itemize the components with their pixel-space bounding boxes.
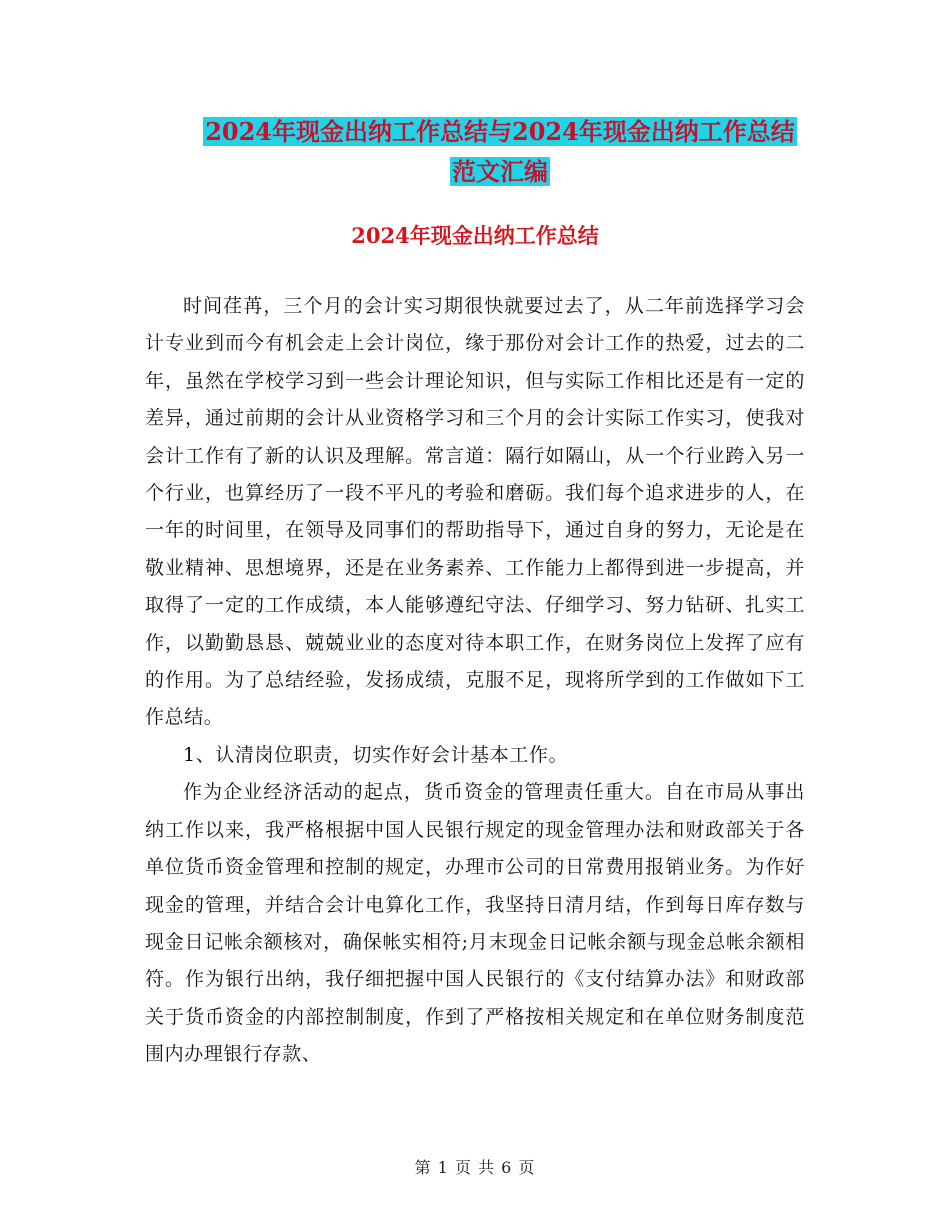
- section-heading: 2024年现金出纳工作总结: [351, 223, 599, 248]
- document-title: [110, 112, 890, 192]
- paragraph-intro: 时间荏苒，三个月的会计实习期很快就要过去了，从二年前选择学习会计专业到而今有机会走上会计岗位，缘于那份对会计工作的热爱，过去的二年，虽然在学校学习到一些会计理论知识，但与实际工作相比还是有一定的差异，通过前期的会计从业资格学习和三个月的会计实际工作实习，使我对会计工作有了新的认识及理解。常言道：隔行如隔山，从一个行业跨入另一个行业，也算经历了一段不平凡的考验和磨砺。我们每个追求进步的人，在一年的时间里，在领导及同事们的帮助指导下，通过自身的努力，无论是在敬业精神、思想境界，还是在业务素养、工作能力上都得到进一步提高，并取得了一定的工作成绩，本人能够遵纪守法、仔细学习、努力钻研、扎实工作，以勤勤恳恳、兢兢业业的态度对待本职工作，在财务岗位上发挥了应有的作用。为了总结经验，发扬成绩，克服不足，现将所学到的工作做如下工作总结。: [145, 295, 805, 729]
- paragraph-cash-management: 作为企业经济活动的起点，货币资金的管理责任重大。自在市局从事出纳工作以来，我严格根据中国人民银行规定的现金管理办法和财政部关于各单位货币资金管理和控制的规定，办理市公司的日常费用报销业务。为作好现金的管理，并结合会计电算化工作，我坚持日清月结，作到每日库存数与现金日记帐余额核对，确保帐实相符;月末现金日记帐余额与现金总帐余额相符。作为银行出纳，我仔细把握中国人民银行的《支付结算办法》和财政部关于货币资金的内部控制制度，作到了严格按相关规定和在单位财务制度范围内办理银行存款、: [145, 781, 805, 1066]
- title-line-2: 范文汇编: [452, 157, 548, 186]
- page-footer: 第 1 页 共 6 页: [414, 1158, 536, 1177]
- paragraph-point-1: 1、认清岗位职责，切实作好会计基本工作。: [183, 743, 569, 766]
- document-body: [145, 288, 805, 1074]
- title-line-1: 2024年现金出纳工作总结与2024年现金出纳工作总结: [205, 117, 795, 146]
